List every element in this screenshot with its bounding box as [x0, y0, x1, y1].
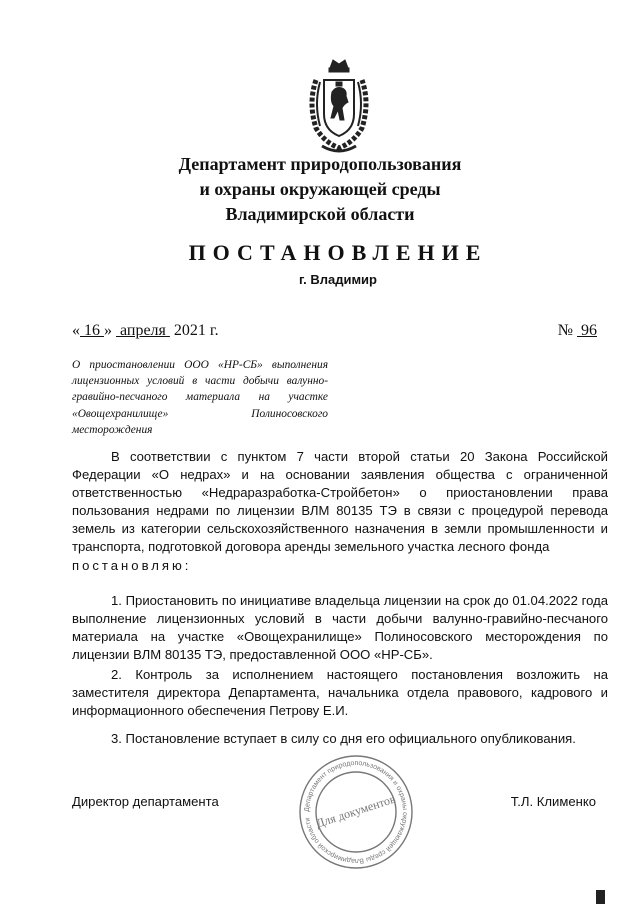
document-type-title: ПОСТАНОВЛЕНИЕ — [188, 240, 488, 265]
stamp-ring-text: Департамент природопользования и охраны окружающей среды Владимирской области — [303, 759, 409, 865]
coat-of-arms-emblem — [302, 58, 376, 158]
document-subject: О приостановлении ООО «НР-СБ» выполнения лицензионных условий в части добычи валунно-гравийно-песчаного материала на участке «Овощехранилище» Полиносовского месторождения — [72, 359, 328, 436]
document-number — [558, 322, 597, 340]
clause-3-paragraph: 3. Постановление вступает в силу со дня его официального опубликования. — [111, 731, 576, 746]
department-line-2: и охраны окружающей среды — [199, 179, 441, 199]
department-name — [60, 152, 580, 227]
department-line-1: Департамент природопользования — [178, 154, 462, 174]
stamp-center-text: Для документов — [314, 791, 398, 831]
city-label: г. Владимир — [298, 272, 377, 287]
number-value: 96 — [581, 322, 597, 339]
clause-1-paragraph: 1. Приостановить по инициативе владельца лицензии на срок до 01.04.2022 года выполнение лицензионных условий в части добычи валунно-гравийно-песчаного материала на участке «Овощехранилище» Полиносовского месторождения по лицензии ВЛМ 80135 ТЭ, предоставленной ООО «НР-СБ». — [72, 593, 608, 663]
signatory-position: Директор департамента — [72, 794, 219, 809]
preamble-text: В соответствии с пунктом 7 части второй статьи 20 Закона Российской Федерации «О недрах» и на основании заявления общества с ограниченной ответственностью «Недраразработка-Стройбетон» о приостановлении права пользования недрами по лицензии ВЛМ 80135 ТЭ в связи с процедурой перевода земель из категории сельскохозяйственного назначения в земли промышленности и транспорта, подготовкой договора аренды земельного участка лесного фонда — [72, 449, 608, 555]
document-date — [72, 322, 219, 340]
date-open-quote: « — [72, 322, 80, 339]
date-month: апреля — [120, 322, 166, 339]
signatory-name: Т.Л. Клименко — [510, 794, 596, 809]
decree-word: постановляю: — [72, 557, 192, 573]
preamble-paragraph — [72, 448, 608, 575]
department-line-3: Владимирской области — [225, 204, 415, 224]
date-day: 16 — [84, 322, 100, 339]
number-sign: № — [557, 322, 573, 339]
page-edge-mark — [596, 890, 605, 904]
date-close-quote: » — [104, 322, 112, 339]
date-year: 2021 г. — [173, 322, 219, 339]
official-stamp-seal — [296, 752, 416, 872]
clause-2-paragraph: 2. Контроль за исполнением настоящего постановления возложить на заместителя директора Департамента, начальника отдела правового, кадрового и информационного обеспечения Петрову Е.И. — [72, 667, 608, 719]
